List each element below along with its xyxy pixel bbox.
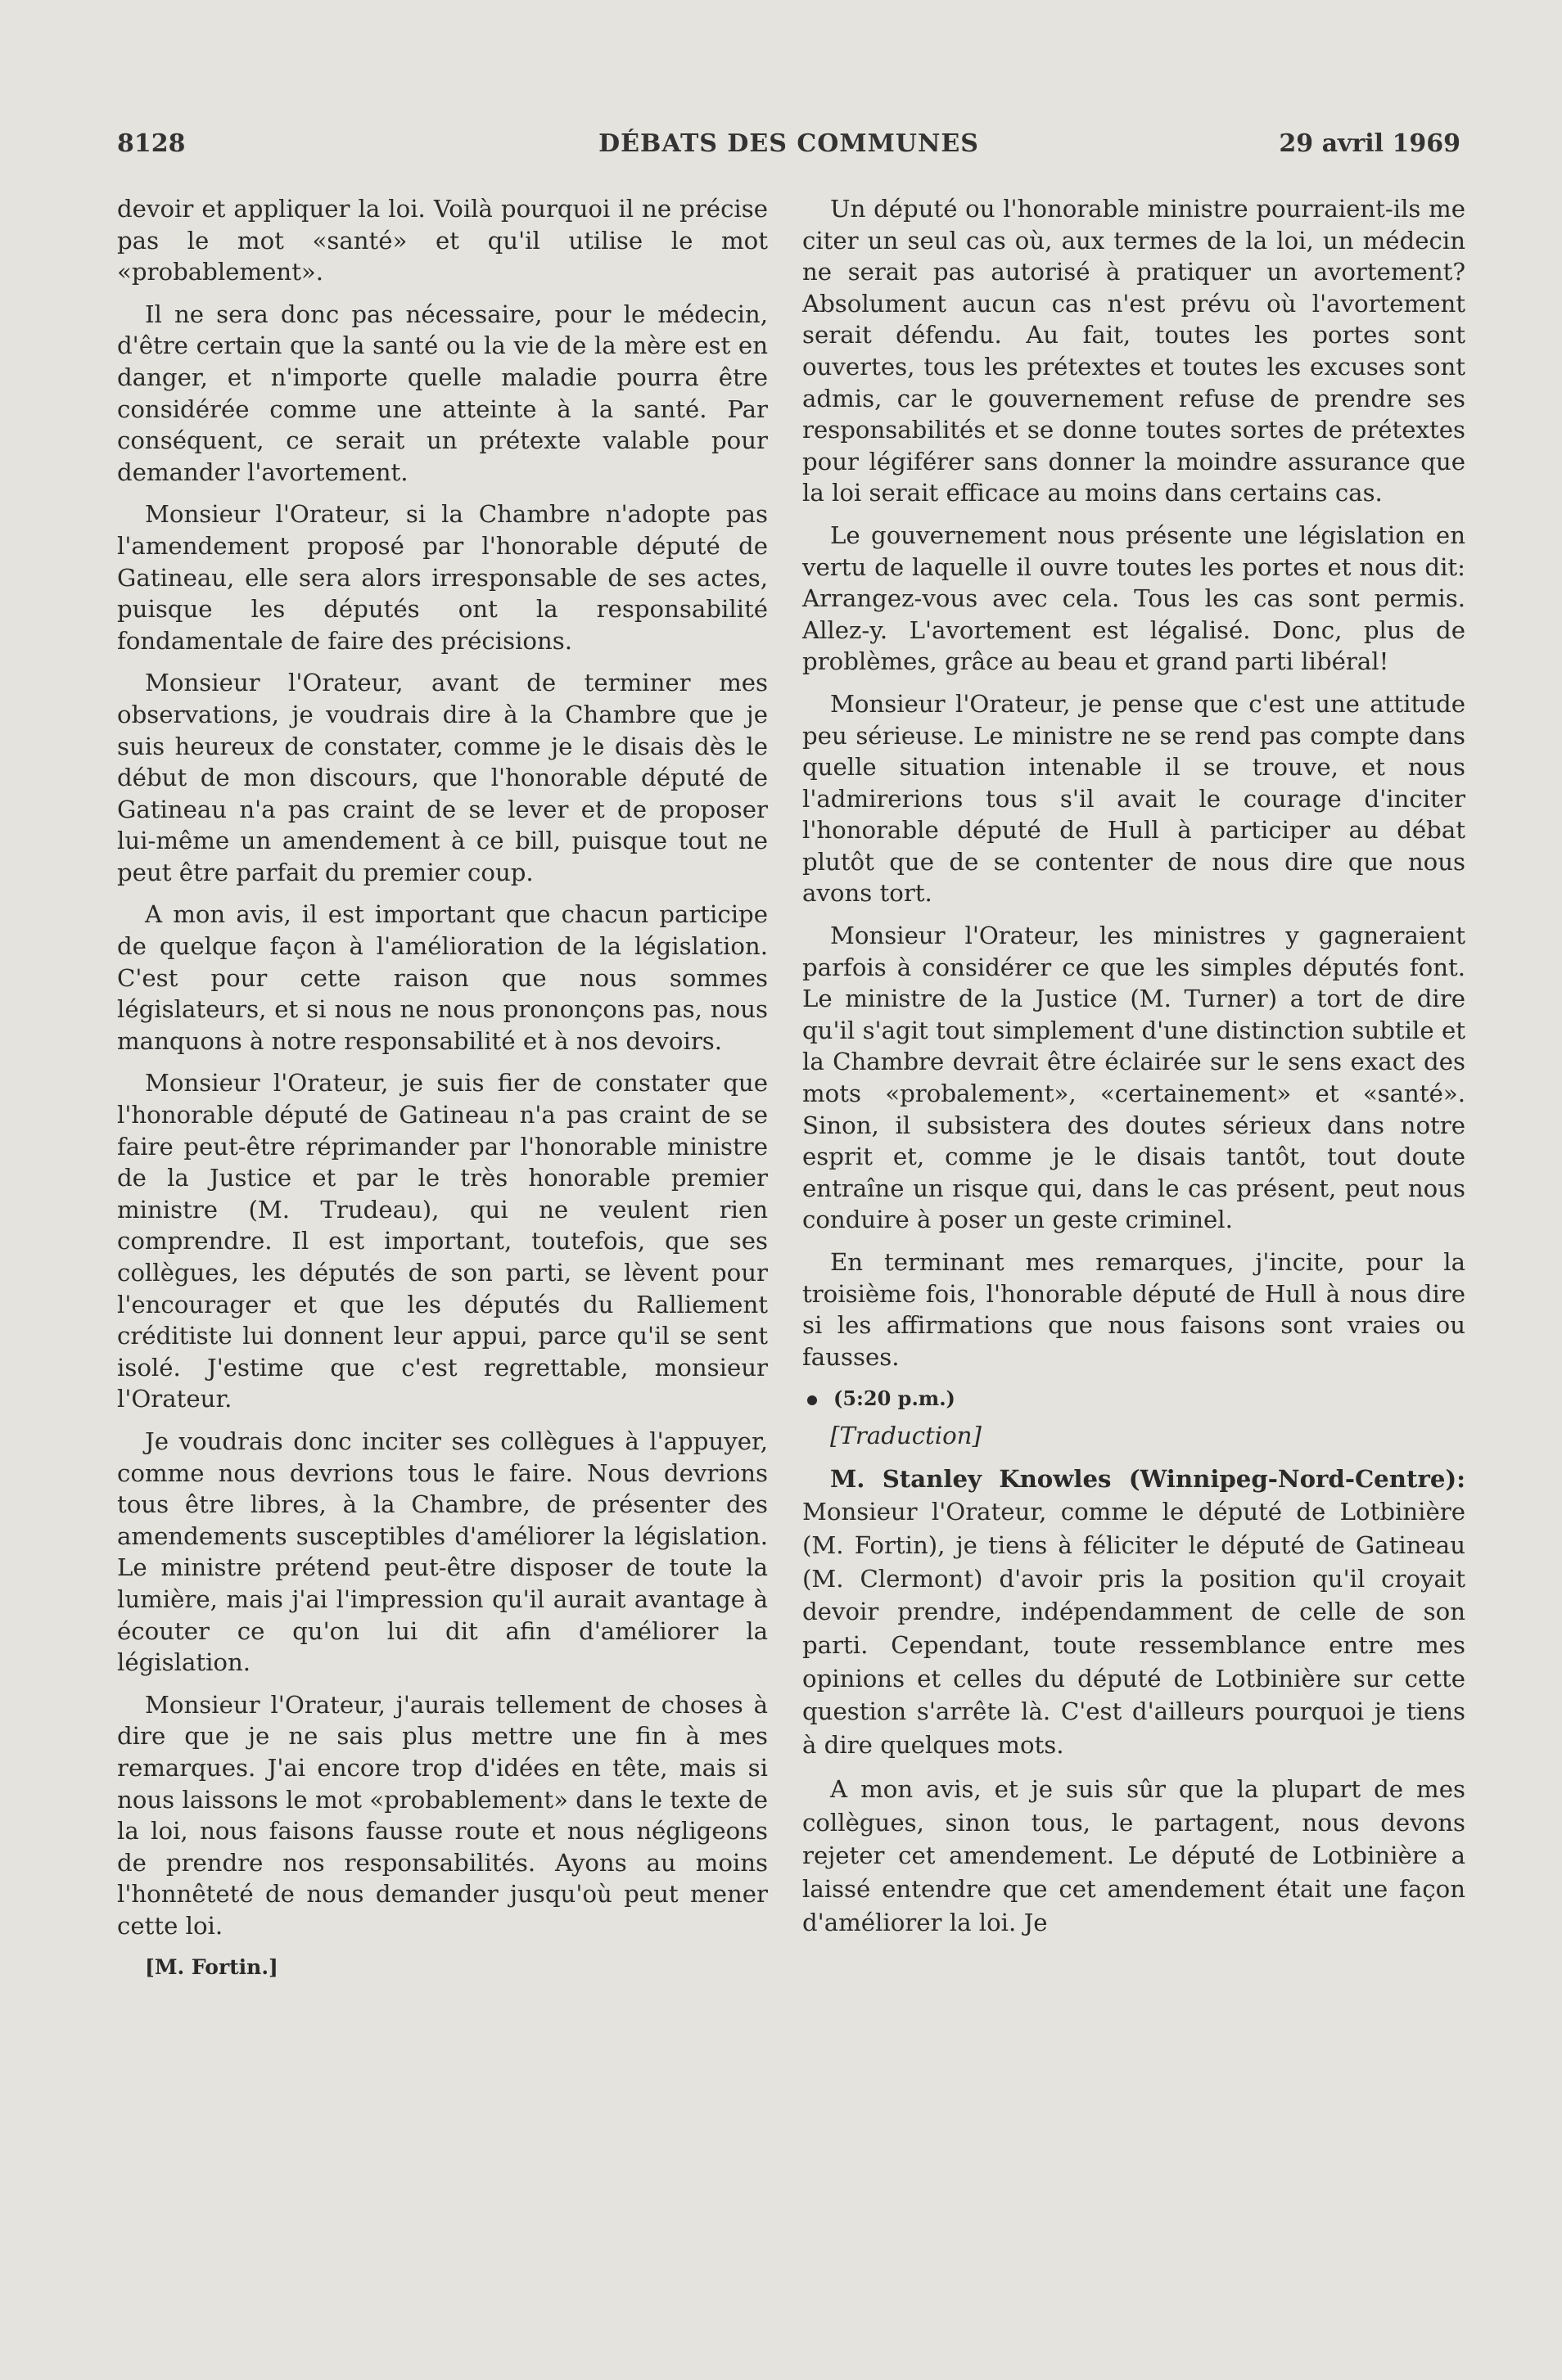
paragraph: Un député ou l'honorable ministre pourraient-ils me citer un seul cas où, aux termes de la loi, un médecin ne serait pas autorisé à pratiquer un avortement? Absolument aucun cas n'est prévu où l'avortement serait défendu. Au fait, toutes les portes sont ouvertes, tous les prétextes et toutes les excuses sont admis, car le gouvernement refuse de prendre ses responsabilités et se donne toutes sortes de prétextes pour légiférer sans donner la moindre assurance que la loi serait efficace au moins dans certains cas. — [802, 195, 1465, 507]
paragraph-text: Monsieur l'Orateur, comme le député de Lotbinière (M. Fortin), je tiens à féliciter le député de Gatineau (M. Clermont) d'avoir pris la position qu'il croyait devoir prendre, indépendamment de celle de son parti. Cependant, toute ressemblance entre mes opinions et celles du député de Lotbinière sur cette question s'arrête là. C'est d'ailleurs pourquoi je tiens à dire quelques mots. — [802, 1498, 1465, 1760]
paragraph: Monsieur l'Orateur, les ministres y gagneraient parfois à considérer ce que les simples députés font. Le ministre de la Justice (M. Turner) a tort de dire qu'il s'agit tout simplement d'une distinction subtile et la Chambre devrait être éclairée sur le sens exact des mots «probalement», «certainement» et «santé». Sinon, il subsistera des doutes sérieux dans notre esprit et, comme je le disais tantôt, tout doute entraîne un risque qui, dans le cas présent, peut nous conduire à poser un geste criminel. — [802, 922, 1465, 1234]
paragraph: devoir et appliquer la loi. Voilà pourquoi il ne précise pas le mot «santé» et qu'il utilise le mot «probablement». — [117, 195, 768, 286]
paragraph: A mon avis, il est important que chacun participe de quelque façon à l'amélioration de la législation. C'est pour cette raison que nous sommes législateurs, et si nous ne nous prononçons pas, nous manquons à notre responsabilité et à nos devoirs. — [117, 900, 768, 1055]
speaker-reference: [M. Fortin.] — [145, 1955, 278, 1980]
paragraph: Monsieur l'Orateur, si la Chambre n'adopte pas l'amendement proposé par l'honorable député de Gatineau, elle sera alors irresponsable de ses actes, puisque les députés ont la responsabilité fondamentale de faire des précisions. — [117, 500, 768, 655]
paragraph: En terminant mes remarques, j'incite, pour la troisième fois, l'honorable député de Hull à nous dire si les affirmations que nous faisons sont vraies ou fausses. — [802, 1248, 1465, 1371]
right-column — [802, 193, 1465, 1950]
paragraph: Il ne sera donc pas nécessaire, pour le médecin, d'être certain que la santé ou la vie de la mère est en danger, et n'importe quelle maladie pourra être considérée comme une atteinte à la santé. Par conséquent, ce serait un prétexte valable pour demander l'avortement. — [117, 300, 768, 486]
bullet-icon — [807, 1395, 817, 1405]
loose-block — [802, 1463, 1465, 1940]
paragraph: Monsieur l'Orateur, je pense que c'est une attitude peu sérieuse. Le ministre ne se rend pas compte dans quelle situation intenable il se trouve, et nous l'admirerions tous s'il avait le courage d'inciter l'honorable député de Hull à participer au débat plutôt que de se contenter de nous dire que nous avons tort. — [802, 689, 1465, 908]
publication-title: DÉBATS DES COMMUNES — [598, 129, 979, 158]
left-column — [117, 193, 768, 1984]
timestamp — [802, 1383, 1465, 1415]
paragraph: Monsieur l'Orateur, avant de terminer mes observations, je voudrais dire à la Chambre que je suis heureux de constater, comme je le disais dès le début de mon discours, que l'honorable député de Gatineau n'a pas craint de se lever et de proposer lui-même un amendement à ce bill, puisque tout ne peut être parfait du premier coup. — [117, 669, 768, 886]
paragraph: A mon avis, et je suis sûr que la plupart de mes collègues, sinon tous, le partagent, nous devons rejeter cet amendement. Le député de Lotbinière a laissé entendre que cet amendement était une façon d'améliorer la loi. Je — [802, 1774, 1465, 1936]
paragraph: Monsieur l'Orateur, j'aurais tellement de choses à dire que je ne sais plus mettre une fin à mes remarques. J'ai encore trop d'idées en tête, mais si nous laissons le mot «probablement» dans le texte de la loi, nous faisons fausse route et nous négligeons de prendre nos responsabilités. Ayons au moins l'honnêteté de nous demander jusqu'où peut mener cette loi. — [117, 1690, 769, 1940]
paragraph: Le gouvernement nous présente une législation en vertu de laquelle il ouvre toutes les portes et nous dit: Arrangez-vous avec cela. Tous les cas sont permis. Allez-y. L'avortement est légalisé. Donc, plus de problèmes, grâce au beau et grand parti libéral! — [802, 521, 1465, 676]
running-head — [117, 129, 1460, 165]
timestamp-text: (5:20 p.m.) — [833, 1386, 955, 1411]
page-date: 29 avril 1969 — [1279, 129, 1460, 158]
speaker-name: M. Stanley Knowles (Winnipeg-Nord-Centre): — [830, 1464, 1465, 1493]
paragraph — [802, 1463, 1465, 1762]
paragraph: Monsieur l'Orateur, je suis fier de constater que l'honorable député de Gatineau n'a pas craint de se faire peut-être réprimander par l'honorable ministre de la Justice et par le très honorable premier ministre (M. Trudeau), qui ne veulent rien comprendre. Il est important, toutefois, que ses collègues, les députés de son parti, se lèvent pour l'encourager et que les députés du Ralliement créditiste lui donnent leur appui, parce qu'il se sent isolé. J'estime que c'est regrettable, monsieur l'Orateur. — [117, 1069, 768, 1413]
translation-note: [Traduction] — [830, 1421, 982, 1449]
page-number: 8128 — [117, 129, 186, 158]
paragraph: Je voudrais donc inciter ses collègues à l'appuyer, comme nous devrions tous le faire. Nous devrions tous être libres, à la Chambre, de présenter des amendements susceptibles d'améliorer la législation. Le ministre prétend peut-être disposer de toute la lumière, mais j'ai l'impression qu'il aurait avantage à écouter ce qu'on lui dit afin d'améliorer la législation. — [117, 1427, 768, 1677]
